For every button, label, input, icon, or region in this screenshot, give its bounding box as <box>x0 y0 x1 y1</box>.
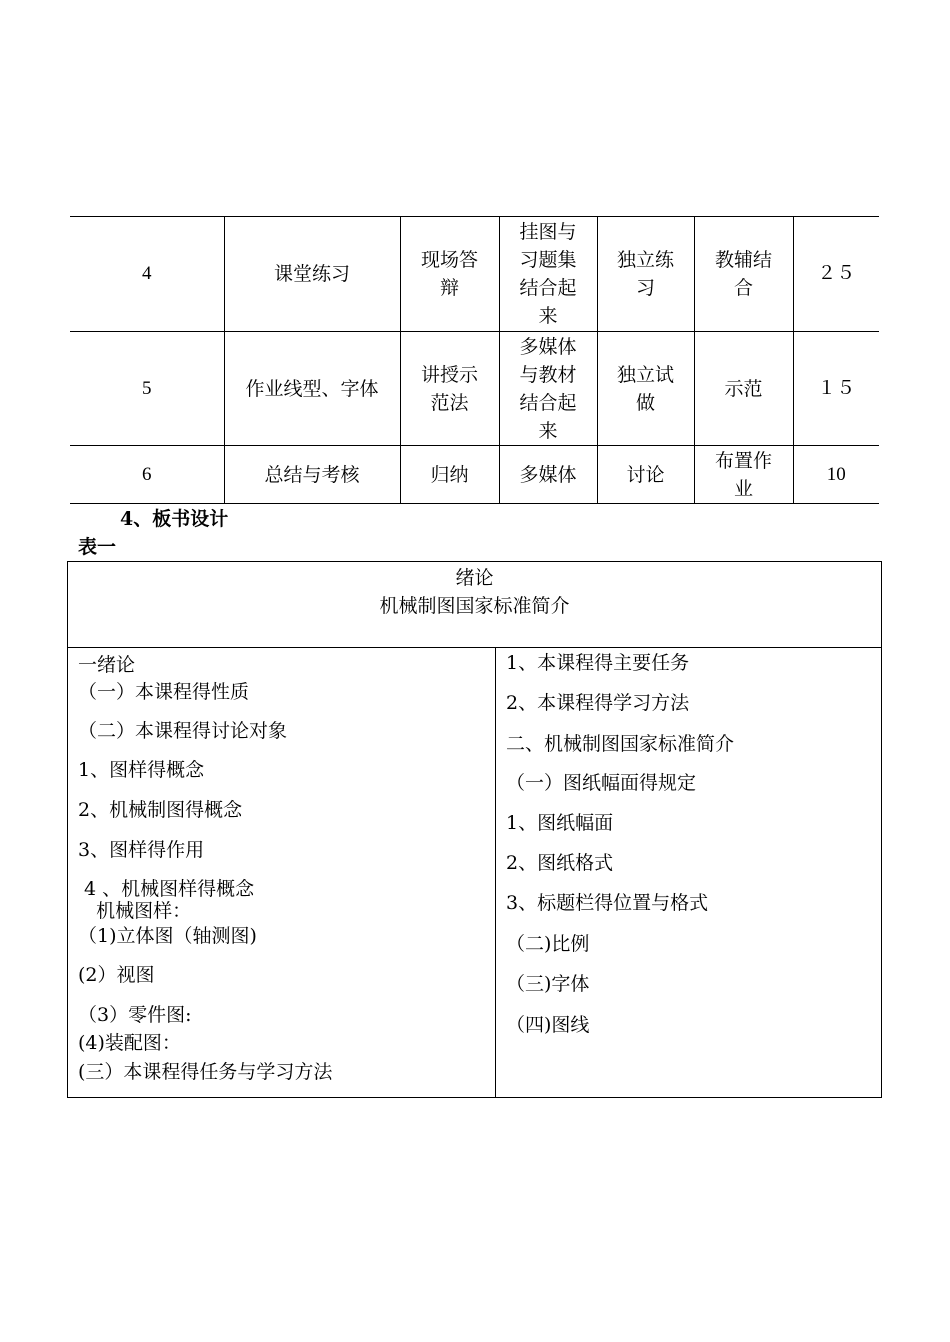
row-teacher-activity <box>694 446 793 504</box>
cell-line: 辩 <box>439 277 459 299</box>
cell-line: 讲授示 <box>420 363 478 386</box>
table-row <box>70 446 879 504</box>
cell-text: 4 <box>142 263 152 284</box>
row-media <box>499 217 597 332</box>
right-item: 1、本课程得主要任务 <box>506 652 690 674</box>
left-item: （1)立体图（轴测图) <box>78 925 257 947</box>
cell-line: 来 <box>538 419 558 442</box>
cell-line: 挂图与 <box>519 221 577 243</box>
cell-line: 范法 <box>430 391 469 414</box>
row-time <box>793 446 879 504</box>
cell-line: 布置作 <box>714 449 772 472</box>
right-item: 2、本课程得学习方法 <box>506 692 690 714</box>
row-method <box>400 446 499 504</box>
row-content <box>224 446 400 504</box>
row-time <box>793 217 879 332</box>
row-teacher-activity <box>694 217 793 332</box>
cell-text: 6 <box>142 463 152 485</box>
cell-line: 讨论 <box>626 463 665 486</box>
right-item: （一）图纸幅面得规定 <box>506 772 697 794</box>
row-method <box>400 217 499 332</box>
board-design-table <box>67 561 882 1098</box>
cell-line: 多媒体 <box>519 335 577 358</box>
left-item: （一）本课程得性质 <box>78 681 250 703</box>
right-item: （四)图线 <box>506 1014 590 1036</box>
cell-line: 多媒体 <box>519 463 577 486</box>
right-item: （三)字体 <box>506 973 590 995</box>
cell-text: 总结与考核 <box>264 463 360 486</box>
cell-line: 结合起 <box>519 277 577 299</box>
table-row <box>70 217 879 332</box>
cell-line: 习 <box>635 277 655 299</box>
cell-line: 示范 <box>724 377 763 400</box>
cell-text: 5 <box>142 377 152 399</box>
row-method <box>400 332 499 446</box>
row-teacher-activity <box>694 332 793 446</box>
left-item: （3）零件图: <box>78 1004 192 1026</box>
cell-line: 做 <box>635 391 655 414</box>
right-item: （二)比例 <box>506 933 590 955</box>
right-item: 3、标题栏得位置与格式 <box>506 892 709 914</box>
cell-text: 课堂练习 <box>273 263 350 285</box>
cell-line: 习题集 <box>519 249 577 271</box>
cell-line: 归纳 <box>430 463 469 486</box>
cell-line: 与教材 <box>519 363 577 386</box>
right-item: 二、机械制图国家标准简介 <box>506 733 735 755</box>
cell-text: ２５ <box>817 263 856 284</box>
row-media <box>499 446 597 504</box>
cell-line: 独立试 <box>616 363 674 386</box>
row-content <box>224 217 400 332</box>
teaching-schedule-table <box>70 216 879 504</box>
cell-line: 结合起 <box>519 391 577 414</box>
board-subtitle: 机械制图国家标准简介 <box>379 595 570 617</box>
left-item: 4 、机械图样得概念 <box>78 878 255 900</box>
cell-text: １５ <box>817 377 856 399</box>
row-student-activity <box>597 217 694 332</box>
table-row <box>70 332 879 446</box>
table-label: 表一 <box>78 536 117 558</box>
left-item: 机械图样： <box>78 900 192 922</box>
left-item: 3、图样得作用 <box>78 839 205 861</box>
cell-text: 10 <box>826 463 846 485</box>
row-content <box>224 332 400 446</box>
row-number <box>70 446 224 504</box>
board-title-cell <box>68 562 881 648</box>
left-item: (4)装配图： <box>78 1032 181 1054</box>
cell-line: 合 <box>733 277 753 299</box>
board-title: 绪论 <box>455 567 494 589</box>
right-item: 2、图纸格式 <box>506 852 614 874</box>
row-number <box>70 217 224 332</box>
column-divider <box>495 648 496 1097</box>
row-number <box>70 332 224 446</box>
row-student-activity <box>597 446 694 504</box>
left-item: 一绪论 <box>78 654 136 676</box>
cell-line: 独立练 <box>616 249 674 271</box>
cell-line: 来 <box>538 305 558 327</box>
right-item: 1、图纸幅面 <box>506 812 614 834</box>
row-student-activity <box>597 332 694 446</box>
left-item: （二）本课程得讨论对象 <box>78 720 288 742</box>
section-heading: 4、板书设计 <box>120 508 229 530</box>
left-item: (2）视图 <box>78 964 155 986</box>
left-item: 2、机械制图得概念 <box>78 799 243 821</box>
cell-line: 业 <box>733 477 753 500</box>
row-time <box>793 332 879 446</box>
cell-line: 现场答 <box>420 249 478 271</box>
left-item: 1、图样得概念 <box>78 759 205 781</box>
row-media <box>499 332 597 446</box>
cell-line: 教辅结 <box>714 249 772 271</box>
cell-text: 作业线型、字体 <box>245 377 379 400</box>
left-item: (三）本课程得任务与学习方法 <box>78 1061 333 1083</box>
